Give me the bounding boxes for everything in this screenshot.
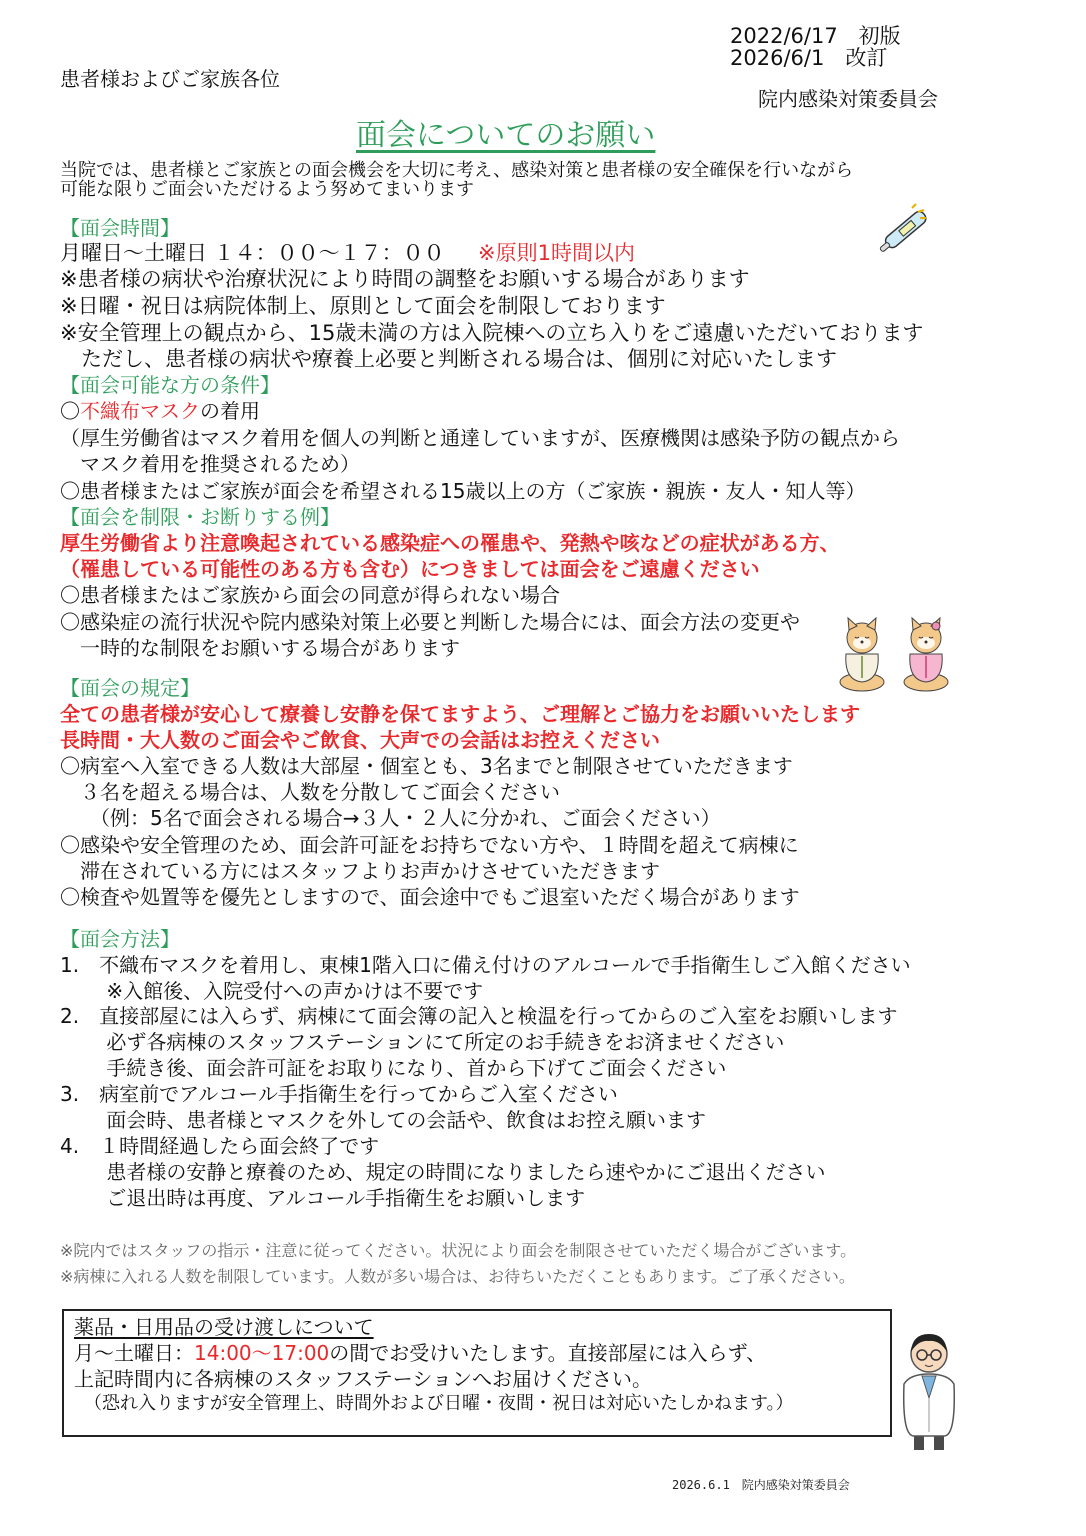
intro-line-1: 当院では、患者様とご家族との面会機会を大切に考え、感染対策と患者様の安全確保を行いながら — [60, 160, 854, 181]
rules-warning-2: 長時間・大人数のご面会やご飲食、大声での会話はお控えください — [60, 728, 660, 752]
delivery-line-1-rest: の間でお受けいたします。直接部屋には入らず、 — [329, 1341, 767, 1365]
method-line-6: 3. 病室前でアルコール手指衛生を行ってからご入室ください — [60, 1082, 618, 1106]
conditions-line-2: マスク着用を推奨されるため） — [60, 452, 360, 476]
thermometer-icon — [876, 202, 936, 258]
method-line-9: 患者様の安静と療養のため、規定の時間になりましたら速やかにご退出ください — [60, 1160, 826, 1184]
delivery-line-3: （恐れ入りますが安全管理上、時間外および日曜・夜間・祝日は対応いたしかねます。） — [84, 1393, 794, 1414]
restrictions-warning-1: 厚生労働省より注意喚起されている感染症への罹患や、発熱や咳などの症状がある方、 — [60, 531, 840, 555]
rules-heading: 【面会の規定】 — [60, 676, 200, 700]
delivery-days: 月～土曜日： — [74, 1341, 194, 1365]
committee-name: 院内感染対策委員会 — [758, 87, 938, 111]
delivery-heading: 薬品・日用品の受け渡しについて — [74, 1315, 374, 1339]
doctor-illustration — [896, 1328, 964, 1452]
rules-line-2: ３名を超える場合は、人数を分散してご面会ください — [60, 780, 560, 804]
restrictions-line-3: 一時的な制限をお願いする場合があります — [60, 636, 460, 660]
footnote-1: ※院内ではスタッフの指示・注意に従ってください。状況により面会を制限させていただく場合がございます。 — [60, 1241, 857, 1260]
date-revised: 2026/6/1 改訂 — [730, 46, 888, 70]
conditions-heading: 【面会可能な方の条件】 — [60, 373, 280, 397]
delivery-time: 14:00～17:00 — [194, 1341, 330, 1365]
date-first-edition: 2022/6/17 初版 — [730, 24, 901, 48]
rules-line-1: 〇病室へ入室できる人数は大部屋・個室とも、3名までと制限させていただきます — [60, 754, 793, 778]
footer-text: 2026.6.1 院内感染対策委員会 — [672, 1478, 850, 1492]
method-line-2: ※入館後、入院受付への声かけは不要です — [60, 979, 484, 1003]
method-line-3: 2. 直接部屋には入らず、病棟にて面会簿の記入と検温を行ってからのご入室をお願いします — [60, 1004, 898, 1028]
restrictions-line-2: 〇感染症の流行状況や院内感染対策上必要と判断した場合には、面会方法の変更や — [60, 610, 800, 634]
method-line-5: 手続き後、面会許可証をお取りになり、首から下げてご面会ください — [60, 1056, 727, 1080]
rules-line-6: 〇検査や処置等を優先としますので、面会途中でもご退室いただく場合があります — [60, 885, 800, 909]
visiting-hours-limit: ※原則1時間以内 — [478, 241, 635, 265]
visiting-hours-time: 月曜日～土曜日 １４：００～１７：００ — [60, 241, 445, 265]
delivery-line-2: 上記時間内に各病棟のスタッフステーションへお届けください。 — [74, 1367, 652, 1391]
intro-line-2: 可能な限りご面会いただけるよう努めてまいります — [60, 179, 474, 200]
recipient: 患者様およびご家族各位 — [60, 67, 280, 91]
rules-warning-1: 全ての患者様が安心して療養し安静を保てますよう、ご理解とご協力をお願いいたします — [60, 702, 860, 726]
footnote-2: ※病棟に入れる人数を制限しています。人数が多い場合は、お待ちいただくこともあります。ご了承ください。 — [60, 1267, 855, 1286]
conditions-line-1: （厚生労働省はマスク着用を個人の判断と通達していますが、医療機関は感染予防の観点から — [60, 426, 900, 450]
visiting-note-1: ※患者様の病状や治療状況により時間の調整をお願いする場合があります — [60, 267, 750, 291]
mask-suffix: の着用 — [200, 399, 260, 423]
visiting-hours-heading: 【面会時間】 — [60, 216, 180, 240]
shiba-dogs-bowing-illustration — [834, 612, 956, 694]
method-heading: 【面会方法】 — [60, 927, 180, 951]
method-line-4: 必ず各病棟のスタッフステーションにて所定のお手続きをお済ませください — [60, 1030, 785, 1054]
restrictions-heading: 【面会を制限・お断りする例】 — [60, 505, 340, 529]
conditions-line-3: 〇患者様またはご家族が面会を希望される15歳以上の方（ご家族・親族・友人・知人等） — [60, 479, 866, 503]
visiting-note-3: ※安全管理上の観点から、15歳未満の方は入院棟への立ち入りをご遠慮いただいております — [60, 321, 924, 345]
method-line-8: 4. １時間経過したら面会終了です — [60, 1134, 380, 1158]
page-title: 面会についてのお願い — [356, 118, 656, 153]
restrictions-warning-2: （罹患している可能性のある方も含む）につきましては面会をご遠慮ください — [60, 557, 760, 581]
method-line-1: 1. 不織布マスクを着用し、東棟1階入口に備え付けのアルコールで手指衛生しご入館ください — [60, 953, 911, 977]
restrictions-line-1: 〇患者様またはご家族から面会の同意が得られない場合 — [60, 583, 560, 607]
rules-line-5: 滞在されている方にはスタッフよりお声かけさせていただきます — [60, 859, 660, 883]
mask-prefix: 〇 — [60, 399, 80, 423]
mask-keyword: 不織布マスク — [80, 399, 200, 423]
visiting-note-4: ただし、患者様の病状や療養上必要と判断される場合は、個別に対応いたします — [60, 347, 837, 371]
rules-line-3: （例：5名で面会される場合→３人・２人に分かれ、ご面会ください） — [60, 806, 721, 830]
method-line-7: 面会時、患者様とマスクを外しての会話や、飲食はお控え願います — [60, 1108, 706, 1132]
method-line-10: ご退出時は再度、アルコール手指衛生をお願いします — [60, 1186, 586, 1210]
mask-condition — [60, 398, 260, 424]
visiting-note-2: ※日曜・祝日は病院体制上、原則として面会を制限しております — [60, 294, 666, 318]
delivery-line-1 — [74, 1340, 766, 1366]
rules-line-4: 〇感染や安全管理のため、面会許可証をお持ちでない方や、１時間を超えて病棟に — [60, 833, 799, 857]
